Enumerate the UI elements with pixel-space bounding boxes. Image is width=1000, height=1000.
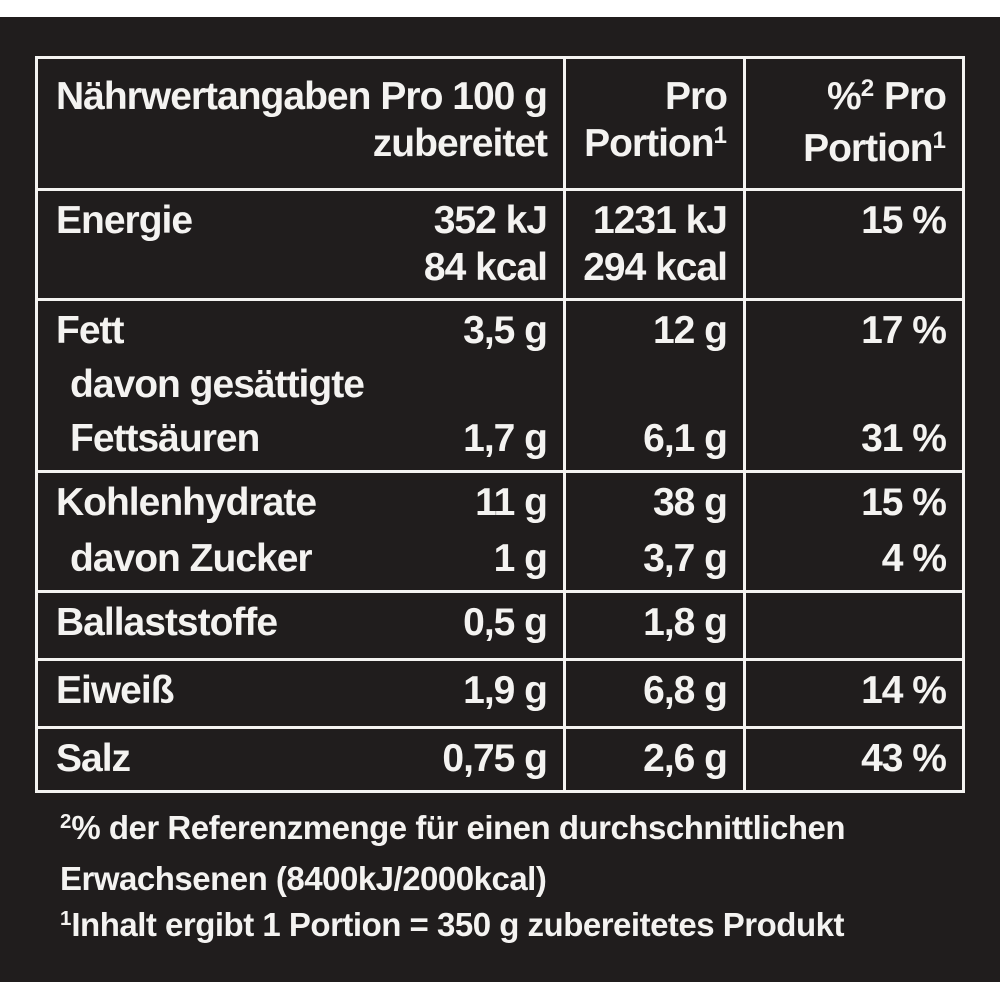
energie-percent-cell: [743, 191, 962, 298]
kohlenhydrate-per100: 11 g: [475, 481, 547, 524]
eiweiss-label-per100-cell: [38, 661, 563, 726]
table-row-eiweiss: [38, 658, 962, 726]
fett-percent-cell: [743, 301, 962, 470]
energie-portion-kcal: 294 kcal: [583, 246, 727, 289]
energie-label: Energie: [56, 199, 193, 242]
percent-portion-footnote-marker: 1: [932, 126, 946, 154]
portion-footnote-marker: 1: [713, 121, 727, 149]
table-row-energie: [38, 188, 962, 298]
footnote-reference-line1: $^2$% der Referenzmenge für einen durchschnittlichen: [60, 809, 846, 846]
table-header-row: [38, 59, 962, 188]
footnote-serving: $^1$Inhalt ergibt 1 Portion = 350 g zubereitetes Produkt: [60, 906, 844, 943]
energie-per100-kcal: 84 kcal: [423, 246, 547, 289]
kohlenhydrate-label-per100-cell: [38, 473, 563, 590]
fett-label-per100-cell: [38, 301, 563, 470]
table-row-fett: [38, 298, 962, 470]
energie-per100-kj: 352 kJ: [433, 199, 547, 242]
fett-sub-portion: 6,1 g: [643, 417, 727, 460]
footnote-1-marker: 1: [60, 906, 72, 930]
kohlenhydrate-portion-cell: [563, 473, 743, 590]
energie-portion-kj: 1231 kJ: [593, 199, 727, 242]
eiweiss-label: Eiweiß: [56, 669, 174, 712]
header-cell-percent: [743, 59, 962, 188]
footnote-2-marker: 2: [60, 809, 72, 833]
fett-sub-label-line2: Fettsäuren: [70, 417, 260, 460]
header-cell-name-per100: [38, 59, 563, 188]
table-row-kohlenhydrate: [38, 470, 962, 590]
fett-label: Fett: [56, 309, 124, 352]
salz-percent-cell: [743, 729, 962, 790]
table-row-salz: [38, 726, 962, 790]
fett-portion-cell: [563, 301, 743, 470]
ballaststoffe-percent-cell: [743, 593, 962, 658]
zucker-label: davon Zucker: [70, 537, 312, 580]
nutrition-table: [35, 56, 965, 793]
salz-per100: 0,75 g: [442, 737, 547, 780]
salz-portion-cell: [563, 729, 743, 790]
fett-per100: 3,5 g: [463, 309, 547, 352]
header-percent-line2: Portion$^1$: [803, 126, 946, 170]
header-percent-line1: %$^2$ Pro: [827, 74, 946, 118]
footnotes: [60, 805, 960, 953]
salz-pct: 43 %: [861, 737, 946, 780]
header-per100-line2: zubereitet: [372, 122, 547, 165]
header-cell-portion: [563, 59, 743, 188]
ballaststoffe-label-per100-cell: [38, 593, 563, 658]
salz-portion: 2,6 g: [643, 737, 727, 780]
header-portion-line2: Portion$^1$: [584, 121, 727, 165]
fett-portion: 12 g: [652, 309, 727, 352]
zucker-pct: 4 %: [881, 537, 946, 580]
table-title: Nährwertangaben: [56, 75, 371, 118]
energie-label-per100-cell: [38, 191, 563, 298]
energie-portion-cell: [563, 191, 743, 298]
percent-footnote-marker: 2: [860, 74, 875, 102]
kohlenhydrate-pct: 15 %: [861, 481, 946, 524]
kohlenhydrate-portion: 38 g: [652, 481, 727, 524]
eiweiss-portion: 6,8 g: [643, 669, 727, 712]
eiweiss-portion-cell: [563, 661, 743, 726]
eiweiss-percent-cell: [743, 661, 962, 726]
salz-label: Salz: [56, 737, 131, 780]
header-per100: [373, 73, 547, 167]
header-portion-line1: Pro: [664, 75, 727, 118]
salz-label-per100-cell: [38, 729, 563, 790]
ballaststoffe-per100: 0,5 g: [463, 601, 547, 644]
fett-sub-per100: 1,7 g: [463, 417, 547, 460]
ballaststoffe-label: Ballaststoffe: [56, 601, 278, 644]
energie-pct: 15 %: [861, 199, 946, 242]
zucker-portion: 3,7 g: [643, 537, 727, 580]
black-label-panel: [0, 17, 1000, 982]
ballaststoffe-portion: 1,8 g: [643, 601, 727, 644]
footnote-reference-line2: Erwachsenen (8400kJ/2000kcal): [60, 860, 547, 897]
ballaststoffe-portion-cell: [563, 593, 743, 658]
kohlenhydrate-percent-cell: [743, 473, 962, 590]
fett-sub-pct: 31 %: [861, 417, 946, 460]
zucker-per100: 1 g: [493, 537, 547, 580]
eiweiss-per100: 1,9 g: [463, 669, 547, 712]
kohlenhydrate-label: Kohlenhydrate: [56, 481, 317, 524]
eiweiss-pct: 14 %: [861, 669, 946, 712]
fett-sub-label-line1: davon gesättigte: [70, 363, 364, 406]
header-per100-line1: Pro 100 g: [380, 75, 547, 118]
table-row-ballaststoffe: [38, 590, 962, 658]
fett-pct: 17 %: [861, 309, 946, 352]
